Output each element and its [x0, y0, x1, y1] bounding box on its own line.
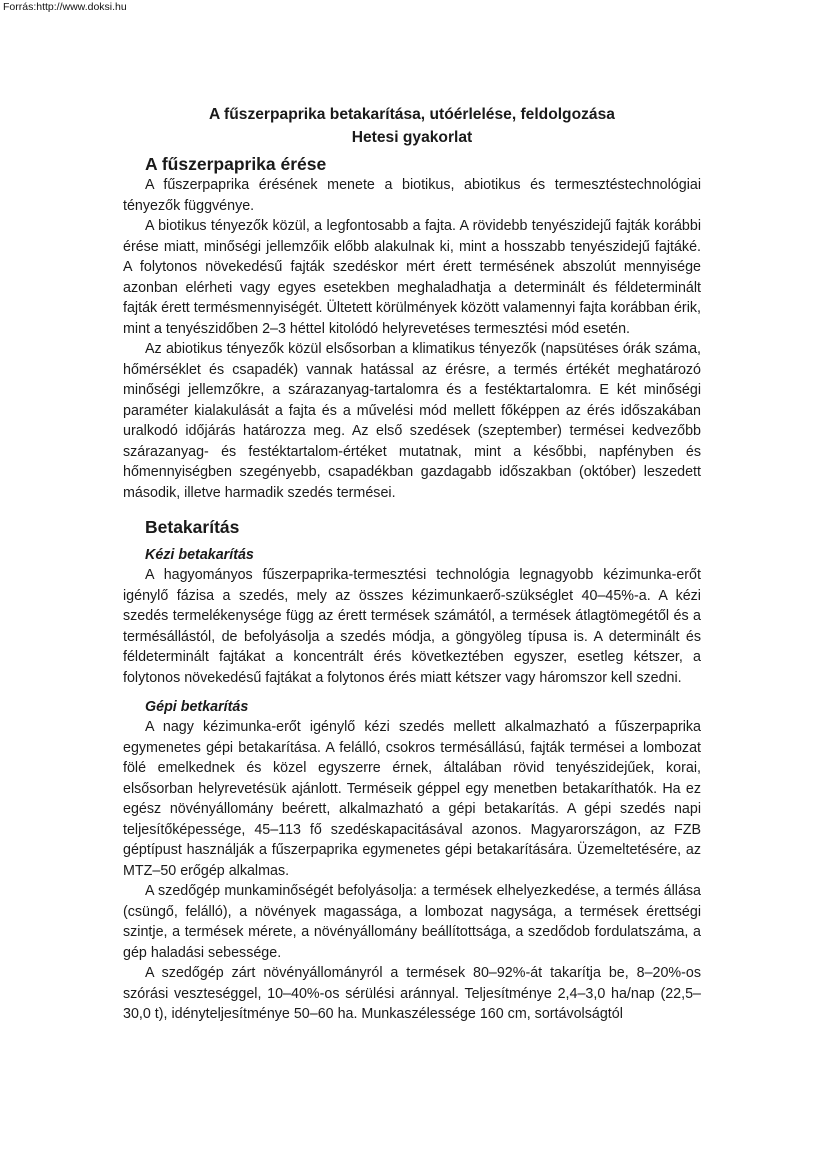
subsection-heading-manual: Kézi betakarítás [145, 547, 254, 563]
section-heading-harvest: Betakarítás [145, 517, 240, 537]
paragraph: A szedőgép zárt növényállományról a termések 80–92%-át takarítja be, 8–20%-os szórási veszteséggel, 10–40%-os sérülési aránnyal. Teljesítménye 2,4–3,0 ha/nap (22,5–30,0 t), idényteljesítménye 50–60 ha. Munkaszélessége 160 cm, sortávolságtól [123, 965, 701, 1022]
paragraph: A hagyományos fűszerpaprika-termesztési technológia legnagyobb kézimunka-erőt igénylő fázisa a szedés, mely az összes kézimunkaerő-szükséglet 40–45%-a. A kézi szedés termelékenysége függ az érett termések számától, a termések átlagtömegétől és a termésállástól, de befolyásolja a szedés módja, a göngyöleg típusa is. A determinált és féldeterminált fajtákat a koncentrált érés következtében egyszer, esetleg kétszer, a folytonos növekedésű fajtákat a folytonos érés miatt kétszer vagy háromszor kell szedni. [123, 567, 701, 686]
document-page [123, 103, 701, 1025]
title-line-2: Hetesi gyakorlat [351, 129, 473, 146]
paragraph: A fűszerpaprika érésének menete a biotikus, abiotikus és termesztéstechnológiai tényezők függvénye. [123, 177, 701, 214]
paragraph: Az abiotikus tényezők közül elsősorban a klimatikus tényezők (napsütéses órák száma, hőmérséklet és csapadék) vannak hatással az érésre, a termés értékét meghatározó minőségi jellemzőkre, a szárazanyag-tartalomra és a festéktartalomra. E két minőségi paraméter kialakulását a fajta és a művelési mód mellett főképpen az érés időszakában uralkodó időjárás határozza meg. Az első szedések (szeptember) termései kedvezőbb szárazanyag- és festéktartalom-értéket mutatnak, mint a későbbi, napfényben és hőmennyiségben szegényebb, csapadékban gazdagabb időszakban (október) leszedett második, illetve harmadik szedés termései. [123, 341, 701, 501]
paragraph: A biotikus tényezők közül, a legfontosabb a fajta. A rövidebb tenyészidejű fajták korábbi érése miatt, minőségi jellemzőik előbb alakulnak ki, mint a hosszabb tenyészidejű fajtáké. A folytonos növekedésű fajták szedéskor mért érett termésének abszolút mennyisége azonban elérheti vagy egyes esetekben meghaladhatja a determinált és féldeterminált fajták érett termésmennyiségét. Ültetett körülmények között valamennyi fajta korábban érik, mint a tenyészidőben 2–3 héttel kitolódó helyrevetéses termesztési mód esetén. [123, 218, 701, 337]
section-heading-ripening: A fűszerpaprika érése [145, 154, 327, 174]
subsection-heading-machine: Gépi betkarítás [145, 699, 249, 715]
paragraph: A szedőgép munkaminőségét befolyásolja: a termések elhelyezkedése, a termés állása (csüngő, felálló), a növények magassága, a lombozat nagysága, a termések érettségi szintje, a termések mérete, a növényállomány beállítottsága, a szedődob fordulatszáma, a gép haladási sebessége. [123, 883, 701, 961]
paragraph: A nagy kézimunka-erőt igénylő kézi szedés mellett alkalmazható a fűszerpaprika egymenetes gépi betakarítása. A felálló, csokros termésállású, fajták termései a lombozat fölé emelkednek és közel egyszerre érnek, általában rövid tenyészidejűek, korai, elsősorban helyrevetésük ajánlott. Terméseik géppel egy menetben betakaríthatók. Ha ez egész növényállomány beérett, alkalmazható a gépi betakarítás. A gépi szedés napi teljesítőképessége, 45–113 fő szedéskapacitásával azonos. Magyarországon, az FZB géptípust használják a fűszerpaprika egymenetes gépi betakarítására. Üzemeltetésére, az MTZ–50 erőgép alkalmas. [123, 719, 701, 879]
title-line-1: A fűszerpaprika betakarítása, utóérlelése, feldolgozása [209, 106, 615, 123]
document-title [123, 103, 701, 149]
source-label: Forrás:http://www.doksi.hu [3, 1, 127, 13]
